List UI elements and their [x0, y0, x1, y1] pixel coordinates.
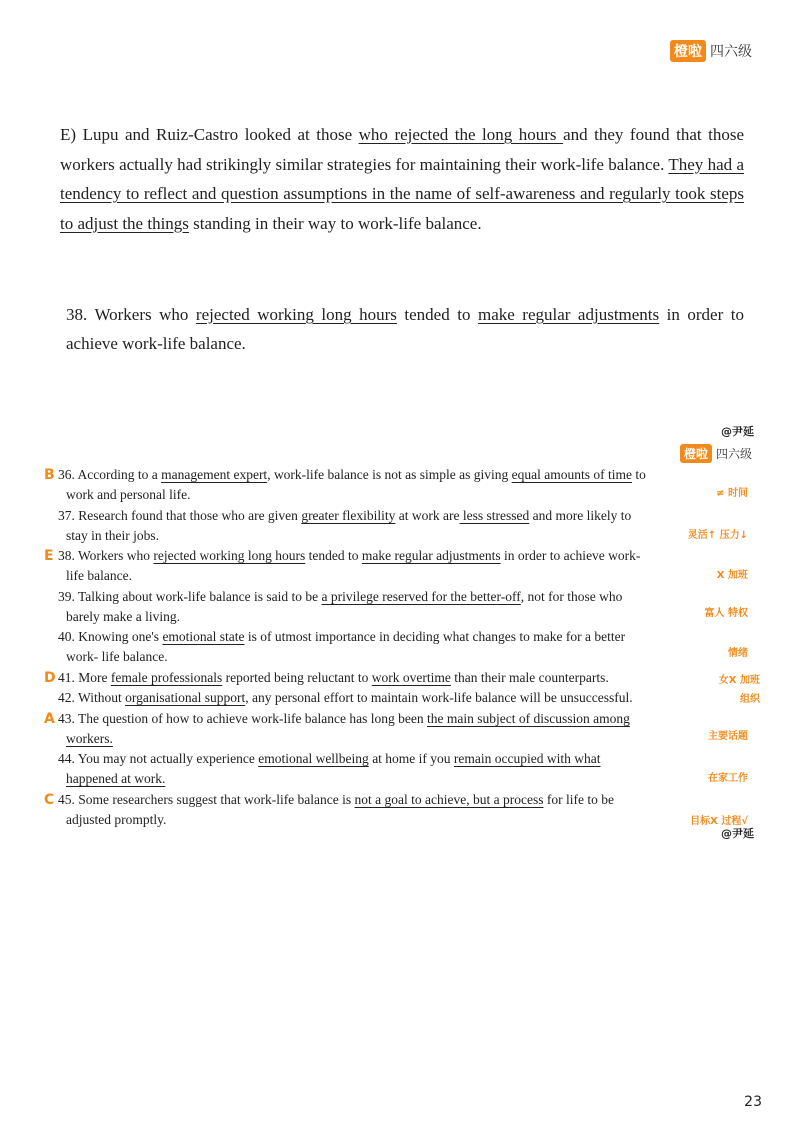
watermark-bottom: @尹延 — [721, 827, 754, 840]
question-item — [44, 709, 742, 749]
question-text: 37. Research found that those who are given — [58, 508, 302, 523]
question-underline: emotional wellbeing — [258, 751, 369, 766]
handwritten-note: ≠ 时间 — [716, 488, 748, 499]
question-underline: emotional state — [162, 629, 245, 644]
question-continuation: workers. — [66, 731, 113, 746]
statement-underline: rejected working long hours — [195, 305, 397, 324]
handwritten-note: 目标X 过程√ — [690, 816, 748, 827]
question-continuation: barely make a living. — [66, 609, 180, 624]
question-continuation: life balance. — [66, 568, 132, 583]
question-underline: equal amounts of time — [511, 467, 632, 482]
handwritten-note: 主要话题 — [708, 731, 748, 742]
question-item — [48, 587, 742, 627]
answer-letter: D — [44, 670, 56, 686]
page-number: 23 — [744, 1094, 762, 1110]
statement-text: 38. Workers who — [66, 305, 196, 324]
answer-letter: B — [44, 467, 55, 483]
question-text: than their male counterparts. — [450, 670, 609, 685]
answer-letter: E — [44, 548, 54, 564]
question-text: for life to be — [543, 792, 614, 807]
question-underline: make regular adjustments — [361, 548, 501, 563]
question-underline: not a goal to achieve, but a process — [354, 792, 544, 807]
handwritten-note: 女X 加班 — [718, 675, 760, 686]
header-logo-small — [680, 444, 752, 463]
question-underline: rejected working long hours — [153, 548, 306, 563]
level-label: 四六级 — [715, 447, 752, 461]
question-text: 42. Without — [58, 690, 126, 705]
question-continuation: work- life balance. — [66, 649, 168, 664]
question-text: to — [632, 467, 646, 482]
question-text: , any personal effort to maintain work-life balance will be unsuccessful. — [245, 690, 633, 705]
passage-text: Lupu and Ruiz-Castro looked at those — [82, 125, 359, 144]
level-label: 四六级 — [710, 44, 752, 60]
brand-badge: 橙啦 — [680, 444, 712, 463]
question-text: 40. Knowing one's — [58, 629, 163, 644]
question-text: at work are — [395, 508, 460, 523]
question-continuation: stay in their jobs. — [66, 528, 159, 543]
question-text: and more likely to — [529, 508, 632, 523]
question-underline: a privilege reserved for the better-off — [321, 589, 521, 604]
question-underline: work overtime — [371, 670, 451, 685]
handwritten-note: X 加班 — [716, 570, 748, 581]
question-item — [48, 506, 742, 546]
question-underline: less stressed — [459, 508, 530, 523]
statement-underline: make regular adjustments — [477, 305, 660, 324]
handwritten-note: 组织 — [740, 694, 760, 705]
question-text: 45. Some researchers suggest that work-life balance is — [58, 792, 355, 807]
question-underline: the main subject of discussion among — [427, 711, 630, 726]
statement-text: tended to — [396, 305, 478, 324]
passage-text: standing in their way to work-life balance. — [188, 213, 482, 233]
question-underline: organisational support — [125, 690, 246, 705]
statement-38 — [66, 300, 744, 358]
question-item — [48, 688, 742, 708]
question-continuation: adjusted promptly. — [66, 812, 167, 827]
brand-badge: 橙啦 — [670, 40, 706, 62]
question-item — [48, 749, 742, 789]
answer-letter: C — [44, 792, 55, 808]
question-text: 36. According to a — [58, 467, 162, 482]
header-logo — [670, 40, 752, 62]
question-text: , not for those who — [520, 589, 623, 604]
handwritten-note: 灵活↑ 压力↓ — [687, 530, 748, 541]
question-continuation: work and personal life. — [66, 487, 191, 502]
question-text: in order to achieve work- — [500, 548, 641, 563]
statement-text: in order to achieve work-life balance. — [66, 305, 744, 353]
question-underline: female professionals — [110, 670, 223, 685]
handwritten-note: 富人 特权 — [704, 608, 748, 619]
question-item — [48, 627, 742, 667]
passage-label: E) — [60, 125, 77, 144]
handwritten-note: 在家工作 — [708, 773, 748, 784]
question-underline: remain occupied with what — [453, 751, 601, 766]
question-item — [44, 465, 742, 505]
question-underline: greater flexibility — [301, 508, 396, 523]
passage-text: and they found that those workers actually had strikingly similar strategies for maintaining their work-life balance. — [60, 125, 744, 174]
passage-underline: who rejected the long hours — [358, 125, 564, 144]
question-text: tended to — [305, 548, 362, 563]
question-text: 38. Workers who — [58, 548, 154, 563]
question-text: 43. The question of how to achieve work-life balance has long been — [58, 711, 428, 726]
question-text: is of utmost importance in deciding what changes to make for a better — [244, 629, 626, 644]
question-item — [44, 668, 742, 688]
question-text: 39. Talking about work-life balance is said to be — [58, 589, 322, 604]
passage-underline: They had a tendency to reflect and question assumptions in the name of self-awareness and regularly took steps to adjust the things — [60, 154, 744, 233]
question-item — [44, 790, 742, 830]
question-item — [44, 546, 742, 586]
handwritten-note: 情绪 — [728, 648, 748, 659]
question-text: reported being reluctant to — [222, 670, 372, 685]
question-continuation: happened at work. — [66, 771, 166, 786]
watermark: @尹延 — [721, 425, 754, 438]
question-text: 44. You may not actually experience — [58, 751, 259, 766]
passage-e — [60, 120, 744, 238]
question-text: at home if you — [368, 751, 454, 766]
question-text: , work-life balance is not as simple as giving — [267, 467, 512, 482]
answer-letter: A — [44, 711, 55, 727]
question-underline: management expert — [161, 467, 268, 482]
question-text: 41. More — [58, 670, 111, 685]
